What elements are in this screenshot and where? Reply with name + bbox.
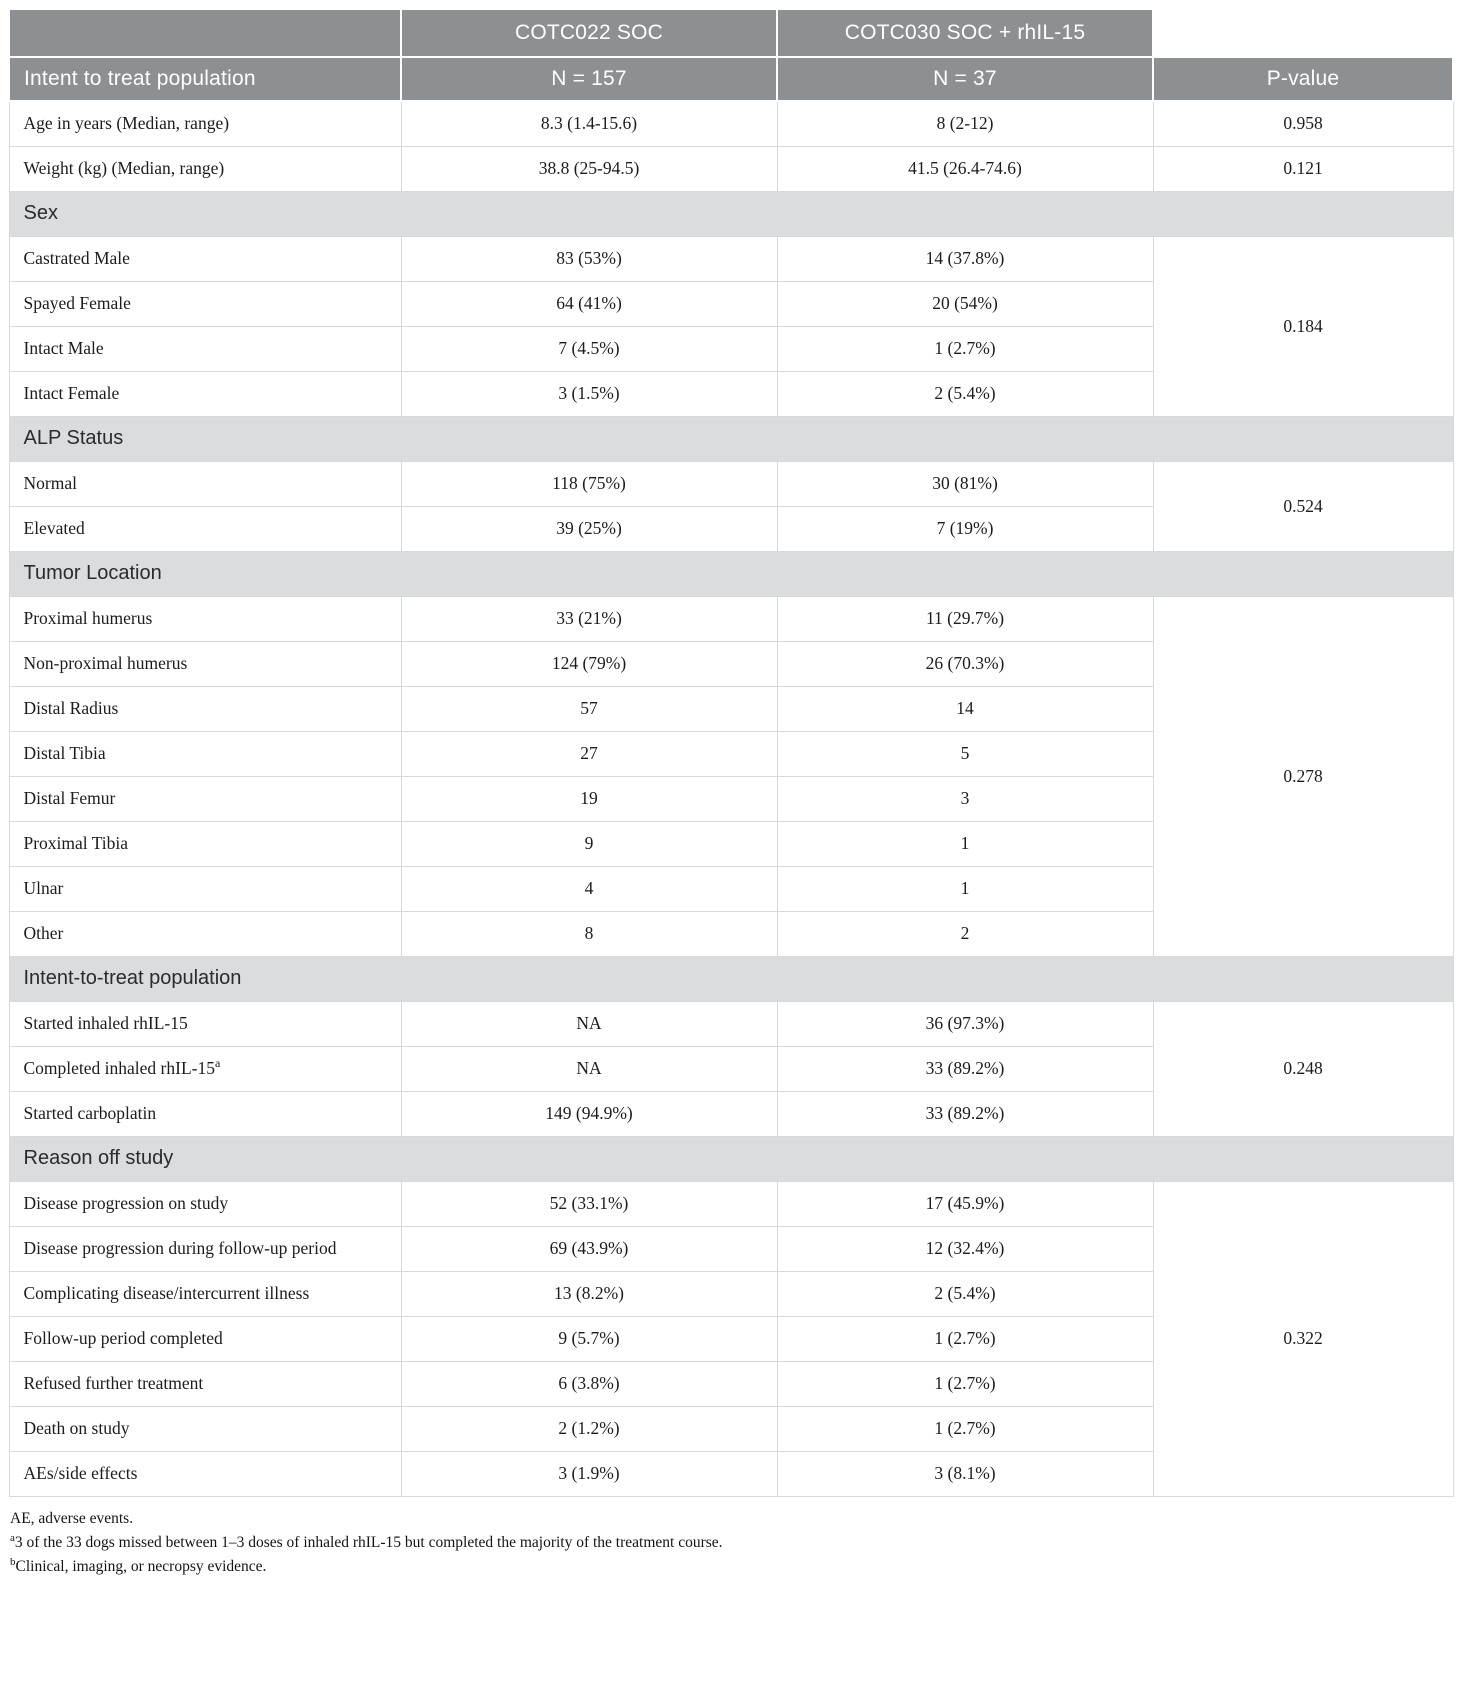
row-label: Distal Tibia: [9, 731, 401, 776]
value-cell-soc: 39 (25%): [401, 506, 777, 551]
value-cell-soc: 52 (33.1%): [401, 1181, 777, 1226]
table-row: [9, 1181, 1453, 1226]
row-label: Started carboplatin: [9, 1091, 401, 1136]
value-cell-rhil15: 11 (29.7%): [777, 596, 1153, 641]
table-row: [9, 1001, 1453, 1046]
row-label: Weight (kg) (Median, range): [9, 146, 401, 191]
header-pvalue: P-value: [1153, 57, 1453, 101]
row-label: Follow-up period completed: [9, 1316, 401, 1361]
table-header: [9, 9, 1453, 101]
row-label: Intact Female: [9, 371, 401, 416]
section-header-row: [9, 191, 1453, 236]
value-cell-soc: 3 (1.9%): [401, 1451, 777, 1496]
value-cell-rhil15: 26 (70.3%): [777, 641, 1153, 686]
header-empty-cell: [9, 9, 401, 57]
section-title: ALP Status: [9, 416, 1453, 461]
table-footnotes: [8, 1506, 1452, 1579]
row-label: Proximal Tibia: [9, 821, 401, 866]
pvalue-cell: 0.524: [1153, 461, 1453, 551]
value-cell-soc: 8.3 (1.4-15.6): [401, 101, 777, 146]
row-label: Age in years (Median, range): [9, 101, 401, 146]
value-cell-rhil15: 41.5 (26.4-74.6): [777, 146, 1153, 191]
footnote-text: AE, adverse events.: [10, 1509, 134, 1527]
pvalue-cell: 0.322: [1153, 1181, 1453, 1496]
row-label: Complicating disease/intercurrent illness: [9, 1271, 401, 1316]
value-cell-soc: 9 (5.7%): [401, 1316, 777, 1361]
value-cell-soc: 57: [401, 686, 777, 731]
column-header-row: [9, 57, 1453, 101]
row-label: Disease progression during follow-up period: [9, 1226, 401, 1271]
header-group-cotc030: COTC030 SOC + rhIL-15: [777, 9, 1153, 57]
value-cell-soc: 8: [401, 911, 777, 956]
pvalue-cell: 0.248: [1153, 1001, 1453, 1136]
row-label: Intact Male: [9, 326, 401, 371]
row-label: Elevated: [9, 506, 401, 551]
section-title: Sex: [9, 191, 1453, 236]
table-body: [9, 101, 1453, 1496]
value-cell-soc: 149 (94.9%): [401, 1091, 777, 1136]
row-label: Non-proximal humerus: [9, 641, 401, 686]
value-cell-soc: 69 (43.9%): [401, 1226, 777, 1271]
value-cell-rhil15: 1 (2.7%): [777, 1316, 1153, 1361]
value-cell-soc: 64 (41%): [401, 281, 777, 326]
row-label: Spayed Female: [9, 281, 401, 326]
pvalue-cell: 0.278: [1153, 596, 1453, 956]
section-header-row: [9, 551, 1453, 596]
value-cell-rhil15: 30 (81%): [777, 461, 1153, 506]
value-cell-soc: 7 (4.5%): [401, 326, 777, 371]
value-cell-rhil15: 33 (89.2%): [777, 1091, 1153, 1136]
row-label: Disease progression on study: [9, 1181, 401, 1226]
value-cell-soc: 2 (1.2%): [401, 1406, 777, 1451]
value-cell-rhil15: 8 (2-12): [777, 101, 1153, 146]
row-label: Distal Radius: [9, 686, 401, 731]
footnote-sup: b: [10, 1556, 16, 1569]
header-n2: N = 37: [777, 57, 1153, 101]
section-header-row: [9, 1136, 1453, 1181]
value-cell-soc: 4: [401, 866, 777, 911]
value-cell-rhil15: 1: [777, 866, 1153, 911]
value-cell-rhil15: 1 (2.7%): [777, 1406, 1153, 1451]
baseline-characteristics-table: [8, 8, 1454, 1497]
footnote-text: Clinical, imaging, or necropsy evidence.: [15, 1558, 267, 1576]
value-cell-rhil15: 3 (8.1%): [777, 1451, 1153, 1496]
row-label: AEs/side effects: [9, 1451, 401, 1496]
value-cell-soc: 3 (1.5%): [401, 371, 777, 416]
value-cell-rhil15: 33 (89.2%): [777, 1046, 1153, 1091]
section-header-row: [9, 416, 1453, 461]
value-cell-soc: 38.8 (25-94.5): [401, 146, 777, 191]
value-cell-rhil15: 3: [777, 776, 1153, 821]
row-label: Death on study: [9, 1406, 401, 1451]
table-row: [9, 146, 1453, 191]
value-cell-soc: 118 (75%): [401, 461, 777, 506]
value-cell-rhil15: 12 (32.4%): [777, 1226, 1153, 1271]
value-cell-rhil15: 14 (37.8%): [777, 236, 1153, 281]
section-header-row: [9, 956, 1453, 1001]
value-cell-rhil15: 14: [777, 686, 1153, 731]
table-row: [9, 461, 1453, 506]
header-n1: N = 157: [401, 57, 777, 101]
value-cell-rhil15: 1 (2.7%): [777, 1361, 1153, 1406]
value-cell-soc: 6 (3.8%): [401, 1361, 777, 1406]
header-blank-cell: [1153, 9, 1453, 57]
section-title: Tumor Location: [9, 551, 1453, 596]
footnote-sup: a: [10, 1531, 15, 1544]
table-row: [9, 236, 1453, 281]
value-cell-rhil15: 17 (45.9%): [777, 1181, 1153, 1226]
value-cell-rhil15: 1: [777, 821, 1153, 866]
footnote-line: [10, 1554, 1452, 1578]
value-cell-rhil15: 36 (97.3%): [777, 1001, 1153, 1046]
value-cell-rhil15: 20 (54%): [777, 281, 1153, 326]
row-label: Refused further treatment: [9, 1361, 401, 1406]
header-group-cotc022: COTC022 SOC: [401, 9, 777, 57]
row-label: Castrated Male: [9, 236, 401, 281]
footnote-line: [10, 1506, 1452, 1530]
label-superscript: a: [214, 1056, 221, 1071]
value-cell-soc: 19: [401, 776, 777, 821]
value-cell-soc: 83 (53%): [401, 236, 777, 281]
value-cell-soc: 33 (21%): [401, 596, 777, 641]
table-row: [9, 596, 1453, 641]
row-label: Completed inhaled rhIL-15$^a$: [9, 1046, 401, 1091]
value-cell-soc: 27: [401, 731, 777, 776]
value-cell-rhil15: 2 (5.4%): [777, 1271, 1153, 1316]
value-cell-rhil15: 5: [777, 731, 1153, 776]
table-row: [9, 101, 1453, 146]
footnote-line: [10, 1530, 1452, 1554]
row-label: Distal Femur: [9, 776, 401, 821]
value-cell-soc: NA: [401, 1046, 777, 1091]
section-title: Intent-to-treat population: [9, 956, 1453, 1001]
value-cell-soc: 13 (8.2%): [401, 1271, 777, 1316]
row-label: Normal: [9, 461, 401, 506]
value-cell-soc: 124 (79%): [401, 641, 777, 686]
value-cell-rhil15: 2: [777, 911, 1153, 956]
value-cell-rhil15: 1 (2.7%): [777, 326, 1153, 371]
value-cell-soc: NA: [401, 1001, 777, 1046]
value-cell-rhil15: 7 (19%): [777, 506, 1153, 551]
footnote-text: 3 of the 33 dogs missed between 1–3 doses of inhaled rhIL-15 but completed the majority of the treatment course.: [14, 1534, 723, 1552]
row-label: Ulnar: [9, 866, 401, 911]
value-cell-soc: 9: [401, 821, 777, 866]
pvalue-cell: 0.184: [1153, 236, 1453, 416]
value-cell-rhil15: 2 (5.4%): [777, 371, 1153, 416]
pvalue-cell: 0.958: [1153, 101, 1453, 146]
row-label: Proximal humerus: [9, 596, 401, 641]
pvalue-cell: 0.121: [1153, 146, 1453, 191]
column-group-row: [9, 9, 1453, 57]
section-title: Reason off study: [9, 1136, 1453, 1181]
row-label: Started inhaled rhIL-15: [9, 1001, 401, 1046]
row-label: Other: [9, 911, 401, 956]
header-row-label: Intent to treat population: [9, 57, 401, 101]
